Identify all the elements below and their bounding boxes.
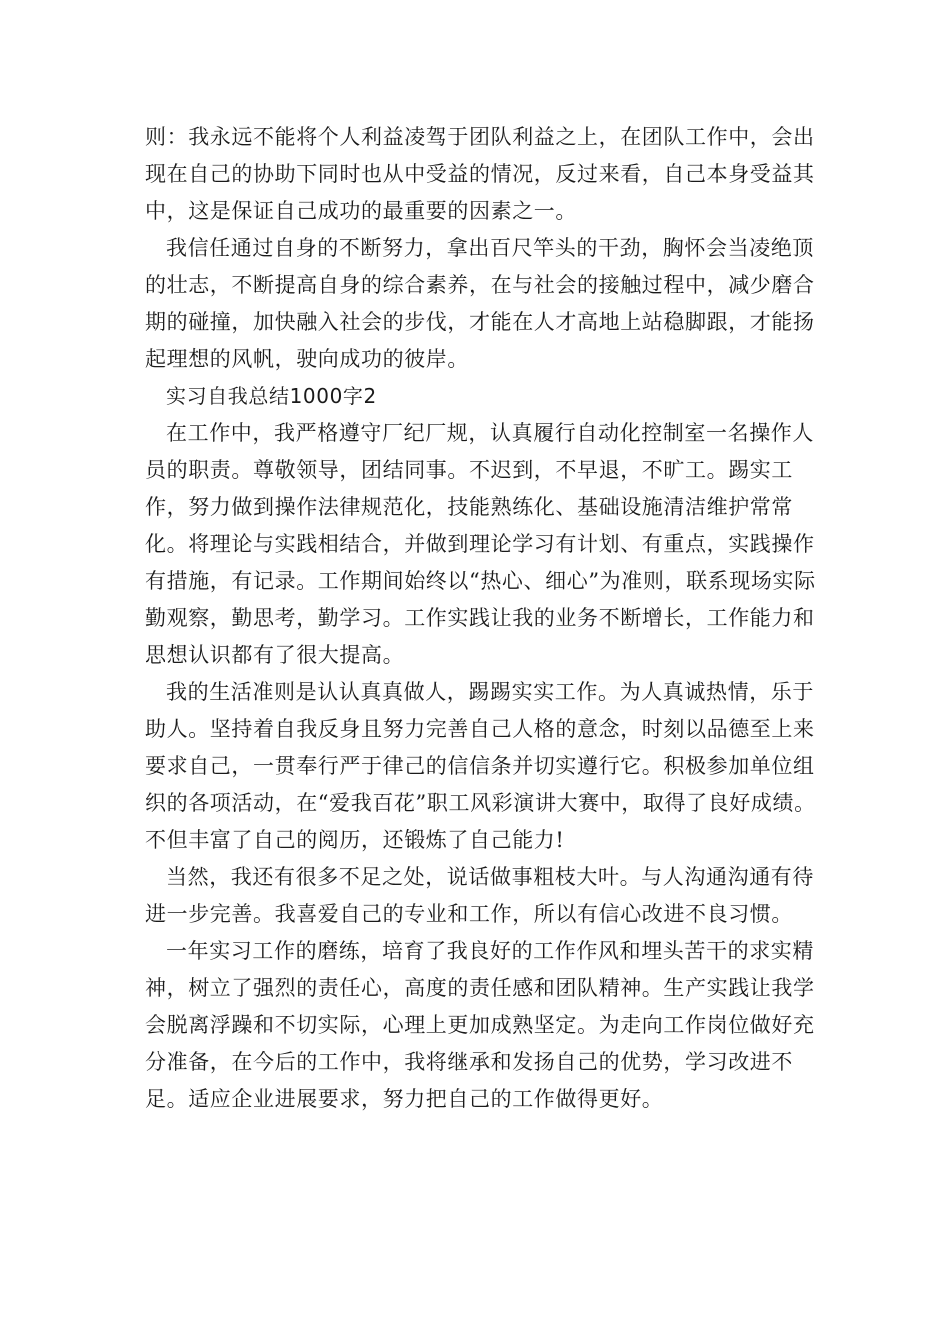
- paragraph-1: 则：我永远不能将个人利益凌驾于团队利益之上，在团队工作中，会出现在自己的协助下同时也从中受益的情况，反过来看，自己本身受益其中，这是保证自己成功的最重要的因素之一。: [145, 125, 815, 223]
- paragraph-2: 我信任通过自身的不断努力，拿出百尺竿头的干劲，胸怀会当凌绝顶的壮志，不断提高自身的综合素养，在与社会的接触过程中，减少磨合期的碰撞，加快融入社会的步伐，才能在人才高地上站稳脚跟，才能扬起理想的风帆，驶向成功的彼岸。: [145, 236, 815, 371]
- paragraph-3: 在工作中，我严格遵守厂纪厂规，认真履行自动化控制室一名操作人员的职责。尊敬领导，团结同事。不迟到，不早退，不旷工。踢实工作，努力做到操作法律规范化，技能熟练化、基础设施清洁维护常常化。将理论与实践相结合，并做到理论学习有计划、有重点，实践操作有措施，有记录。工作期间始终以“热心、细心”为准则，联系现场实际勤观察，勤思考，勤学习。工作实践让我的业务不断增长，工作能力和思想认识都有了很大提高。: [145, 421, 816, 667]
- paragraph-4: 我的生活准则是认认真真做人，踢踢实实工作。为人真诚热情，乐于助人。坚持着自我反身且努力完善自己人格的意念，时刻以品德至上来要求自己，一贯奉行严于律己的信信条并切实遵行它。积极参加单位组织的各项活动，在“爱我百花”职工风彩演讲大赛中，取得了良好成绩。不但丰富了自己的阅历，还锻炼了自己能力!: [145, 680, 816, 852]
- paragraph-6: 一年实习工作的磨练，培育了我良好的工作作风和埋头苦干的求实精神，树立了强烈的责任心，高度的责任感和团队精神。生产实践让我学会脱离浮躁和不切实际，心理上更加成熟坚定。为走向工作岗位做好充分准备，在今后的工作中，我将继承和发扬自己的优势，学习改进不足。适应企业进展要求，努力把自己的工作做得更好。: [145, 939, 815, 1111]
- section-heading: 实习自我总结1000字2: [166, 384, 377, 408]
- paragraph-5: 当然，我还有很多不足之处，说话做事粗枝大叶。与人沟通沟通有待进一步完善。我喜爱自己的专业和工作，所以有信心改进不良习惯。: [145, 865, 814, 926]
- document-body: [145, 119, 821, 1118]
